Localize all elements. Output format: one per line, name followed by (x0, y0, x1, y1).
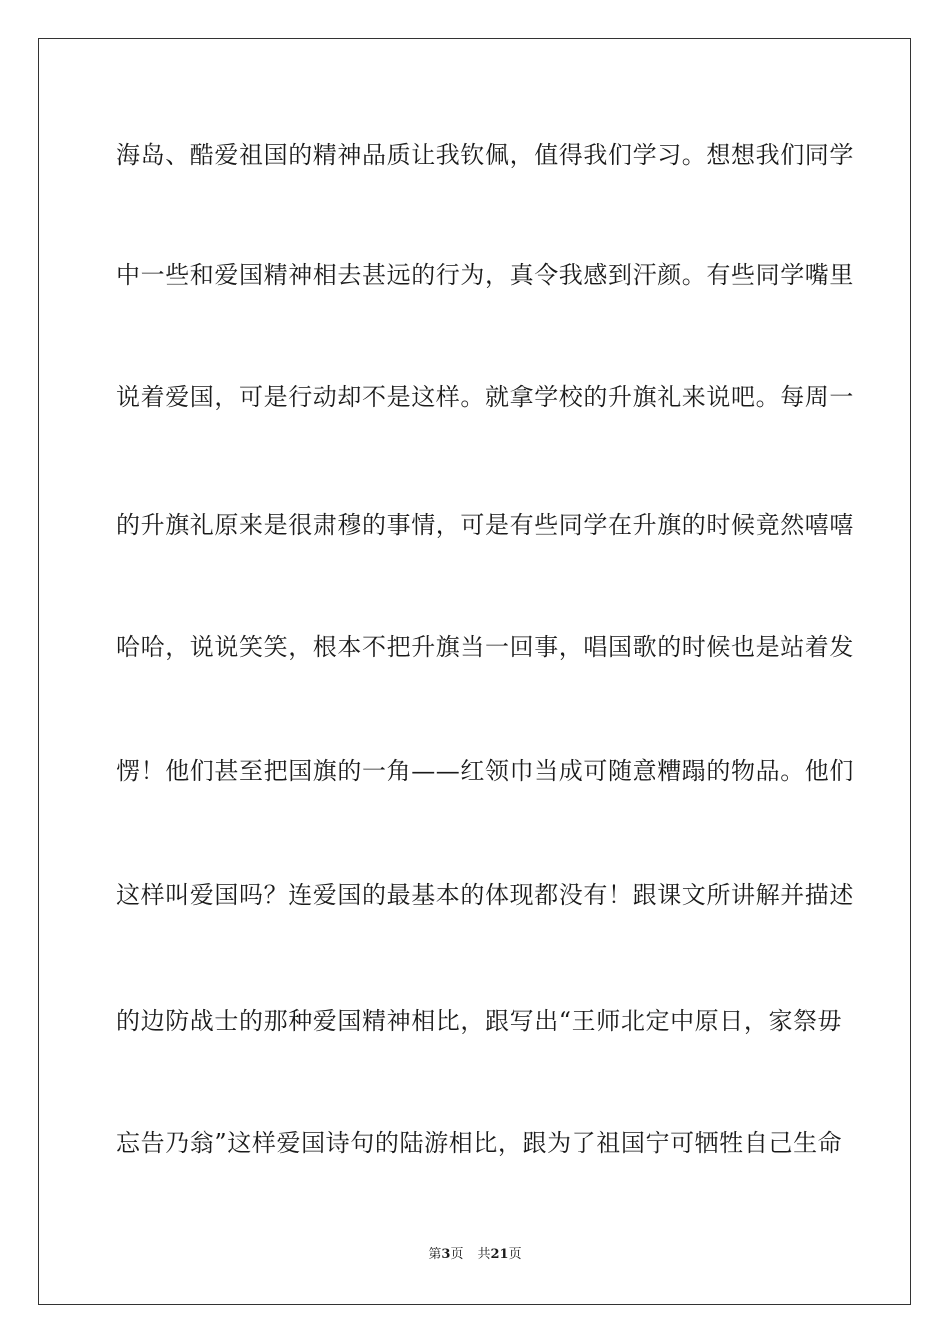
page-number: 3 (441, 1247, 451, 1262)
text-line: 忘告乃翁”这样爱国诗句的陆游相比，跟为了祖国宁可牺牲自己生命 (116, 1129, 843, 1157)
page-suffix: 页 (450, 1247, 464, 1262)
text-line: 哈哈，说说笑笑，根本不把升旗当一回事，唱国歌的时候也是站着发 (116, 633, 854, 661)
text-line: 中一些和爱国精神相去甚远的行为，真令我感到汗颜。有些同学嘴里 (116, 261, 854, 289)
text-line: 的边防战士的那种爱国精神相比，跟写出“王师北定中原日，家祭毋 (116, 1007, 843, 1035)
text-line: 海岛、酷爱祖国的精神品质让我钦佩，值得我们学习。想想我们同学 (116, 141, 854, 169)
text-line: 愣！他们甚至把国旗的一角——红领巾当成可随意糟蹋的物品。他们 (116, 757, 854, 785)
total-suffix: 页 (508, 1247, 522, 1262)
page-border (38, 38, 911, 1305)
page-prefix: 第 (428, 1247, 442, 1262)
page-footer (0, 1246, 950, 1264)
text-line: 说着爱国，可是行动却不是这样。就拿学校的升旗礼来说吧。每周一 (116, 383, 854, 411)
text-line: 这样叫爱国吗？连爱国的最基本的体现都没有！跟课文所讲解并描述 (116, 881, 854, 909)
total-pages: 21 (490, 1247, 509, 1262)
text-line: 的升旗礼原来是很肃穆的事情，可是有些同学在升旗的时候竟然嘻嘻 (116, 511, 854, 539)
total-prefix: 共 (477, 1247, 491, 1262)
